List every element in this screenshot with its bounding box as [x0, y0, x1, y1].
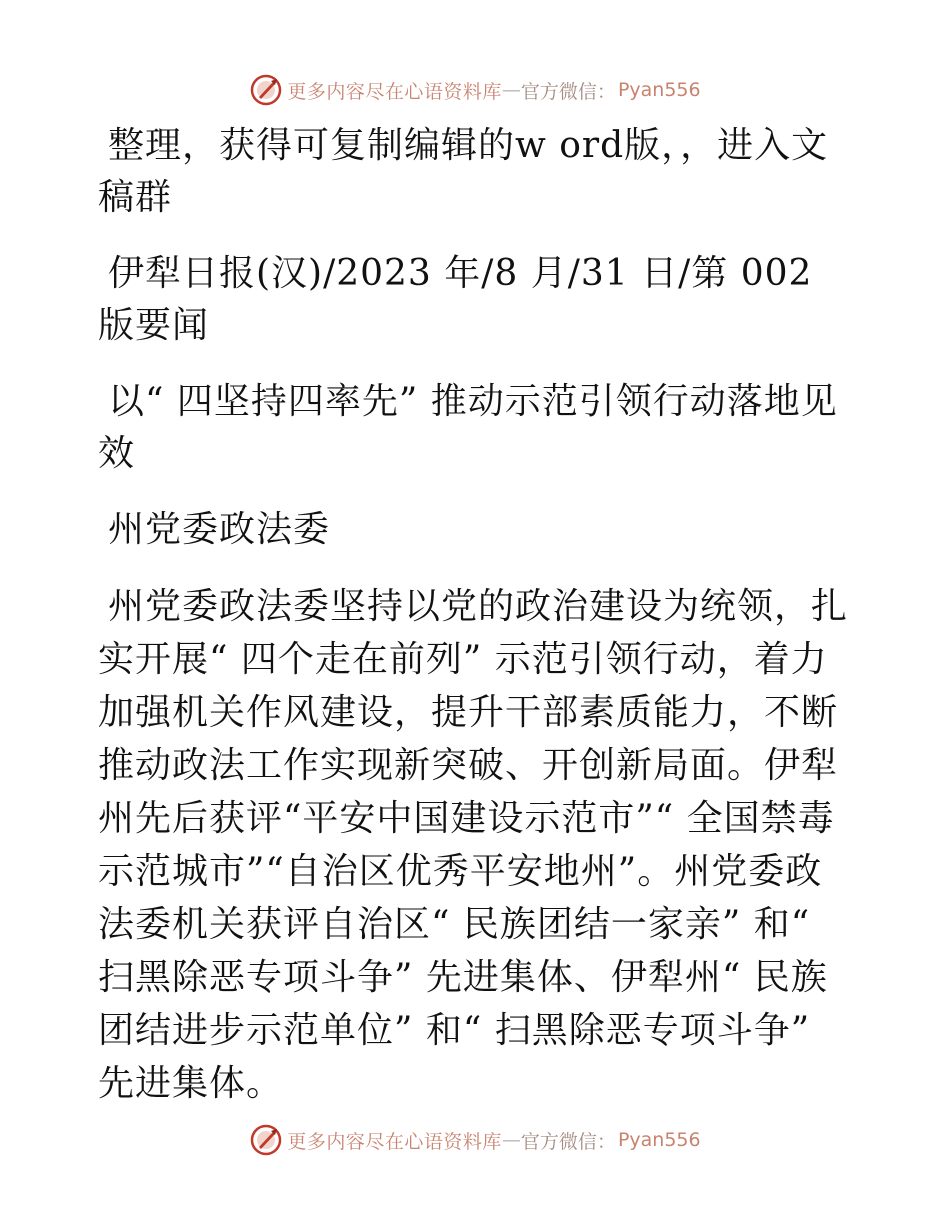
watermark-main-text: 更多内容尽在心语资料库 — [287, 80, 502, 103]
body-paragraph — [98, 580, 858, 1110]
author-line — [98, 504, 858, 556]
watermark-separator: — — [501, 1129, 521, 1151]
watermark-wechat-id: Pyan556 — [617, 1129, 701, 1151]
intro-line — [98, 120, 858, 224]
watermark-label: 官方微信： — [520, 80, 616, 103]
headline-text: 以“ 四坚持四率先” 推动示范引领行动落地见效 — [98, 381, 838, 474]
source-text: 伊犁日报(汉)/2023 年/8 月/31 日/第 002 版要闻 — [98, 253, 813, 346]
author-text: 州党委政法委 — [108, 509, 331, 550]
document-content — [98, 120, 858, 1134]
seal-logo-icon — [249, 73, 283, 107]
watermark-footer — [0, 1120, 950, 1160]
watermark-wechat-id: Pyan556 — [617, 79, 701, 101]
intro-text: 整理，获得可复制编辑的w ord版，，进入文稿群 — [98, 125, 829, 218]
watermark-separator: — — [501, 79, 521, 101]
source-line — [98, 248, 858, 352]
seal-logo-icon — [249, 1123, 283, 1157]
watermark-main-text: 更多内容尽在心语资料库 — [287, 1130, 502, 1153]
headline — [98, 376, 858, 480]
watermark-header — [0, 70, 950, 110]
watermark-label: 官方微信： — [520, 1130, 616, 1153]
body-text: 州党委政法委坚持以党的政治建设为统领，扎实开展“ 四个走在前列” 示范引领行动，着力加强机关作风建设，提升干部素质能力，不断推动政法工作实现新突破、开创新局面。伊犁州先后获评“平安中国建设示范市”“ 全国禁毒示范城市”“自治区优秀平安地州”。州党委政法委机关获评自治区“ 民族团结一家亲” 和“ 扫黑除恶专项斗争” 先进集体、伊犁州“ 民族团结进步示范单位” 和“ 扫黑除恶专项斗争” 先进集体。 — [98, 586, 849, 1104]
